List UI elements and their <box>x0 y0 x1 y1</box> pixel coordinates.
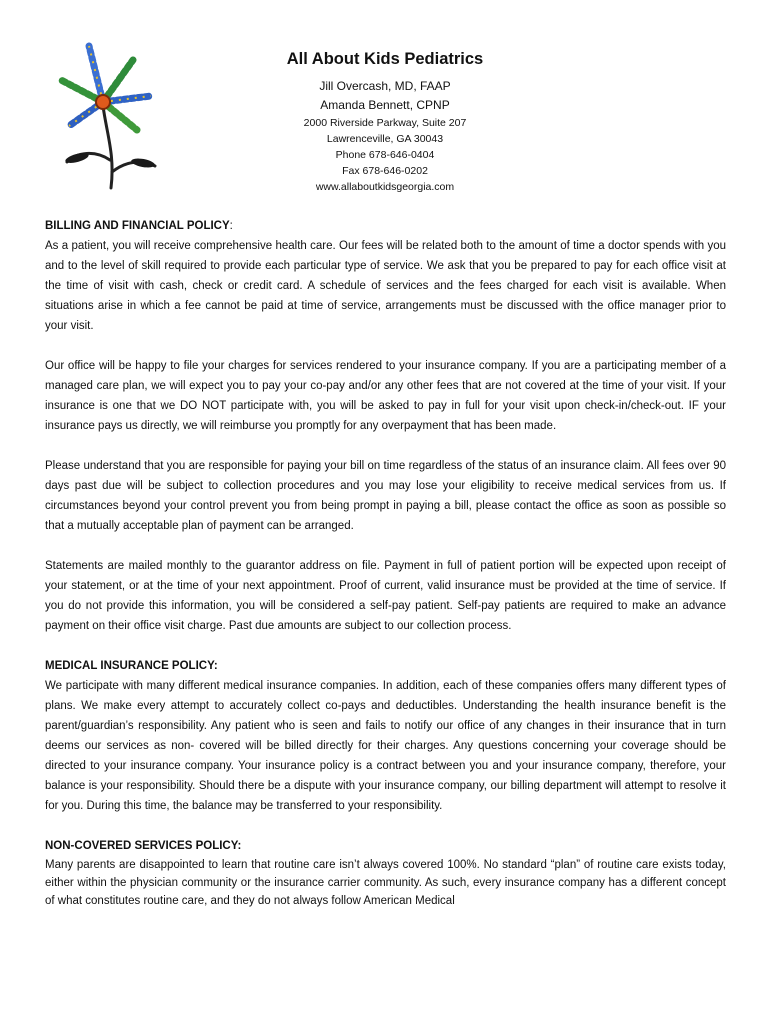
letterhead <box>230 48 540 195</box>
fax-number: Fax 678-646-0202 <box>342 165 428 177</box>
address-line-2: Lawrenceville, GA 30043 <box>326 133 444 145</box>
medical-insurance-heading: MEDICAL INSURANCE POLICY: <box>45 660 218 672</box>
billing-heading-colon: : <box>229 220 233 232</box>
flower-logo <box>55 40 165 190</box>
practice-name: All About Kids Pediatrics <box>286 50 484 68</box>
billing-paragraph-4: Statements are mailed monthly to the guarantor address on file. Payment in full of patient portion will be expected upon receipt of your statement, or at the time of your next appointment. Proof of current, valid insurance must be provided at the time of service. If you do not provide this information, you will be considered a self-pay patient. Self-pay patients are required to make an advance payment on their office visit charge. Past due amounts are subject to our collection process. <box>45 560 726 632</box>
medical-insurance-paragraph: We participate with many different medical insurance companies. In addition, each of these companies offers many different types of plans. We make every attempt to accurately collect co-pays and deductibles. Understanding the health insurance benefit is the parent/guardian’s responsibility. Any patient who is seen and fails to notify our office of any changes in their insurance that in turn deems our services as non- covered will be billed directly for their charges. Any questions concerning your coverage should be directed to your insurance company. Your insurance policy is a contract between you and your insurance company, therefore, your balance is your responsibility. Should there be a dispute with your insurance company, our billing department will attempt to resolve it for you. During this time, the balance may be transferred to your responsibility. <box>45 680 726 812</box>
website: www.allaboutkidsgeorgia.com <box>315 181 455 193</box>
billing-section <box>45 216 726 636</box>
doctor-name-1: Jill Overcash, MD, FAAP <box>319 79 451 93</box>
medical-insurance-section <box>45 656 726 816</box>
billing-paragraph-1: As a patient, you will receive comprehensive health care. Our fees will be related both to the amount of time a doctor spends with you and to the level of skill required to provide each particular type of service. We ask that you be prepared to pay for each office visit at the time of visit with cash, check or credit card. A schedule of services and the fees charged for each visit is available. When situations arise in which a fee cannot be paid at time of service, arrangements must be discussed with the office manager prior to your visit. <box>45 240 726 332</box>
phone-number: Phone 678-646-0404 <box>335 149 435 161</box>
non-covered-heading: NON-COVERED SERVICES POLICY: <box>45 840 242 852</box>
non-covered-section <box>45 836 726 910</box>
doctor-name-2: Amanda Bennett, CPNP <box>320 98 450 112</box>
non-covered-paragraph: Many parents are disappointed to learn that routine care isn’t always covered 100%. No standard “plan” of routine care exists today, either within the physician community or the insurance carrier community. As such, every insurance company has a different concept of what constitutes routine care, and they do not always follow American Medical <box>45 859 726 907</box>
billing-paragraph-3: Please understand that you are responsible for paying your bill on time regardless of the status of an insurance claim. All fees over 90 days past due will be subject to collection procedures and you may lose your eligibility to receive medical services from us. If circumstances beyond your control prevent you from being prompt in paying a bill, please contact the office as soon as possible so that a mutually acceptable plan of payment can be arranged. <box>45 460 726 532</box>
address-line-1: 2000 Riverside Parkway, Suite 207 <box>303 117 467 129</box>
billing-paragraph-2: Our office will be happy to file your charges for services rendered to your insurance company. If you are a participating member of a managed care plan, we will expect you to pay your co-pay and/or any other fees that are not covered at the time of your visit. If your insurance is one that we DO NOT participate with, you will be asked to pay in full for your visit upon check-in/check-out. IF your insurance pays us directly, we will reimburse you promptly for any overpayment that has been made. <box>45 360 726 432</box>
policy-body <box>45 216 726 910</box>
billing-heading: BILLING AND FINANCIAL POLICY <box>45 220 230 232</box>
flower-center <box>96 95 110 109</box>
